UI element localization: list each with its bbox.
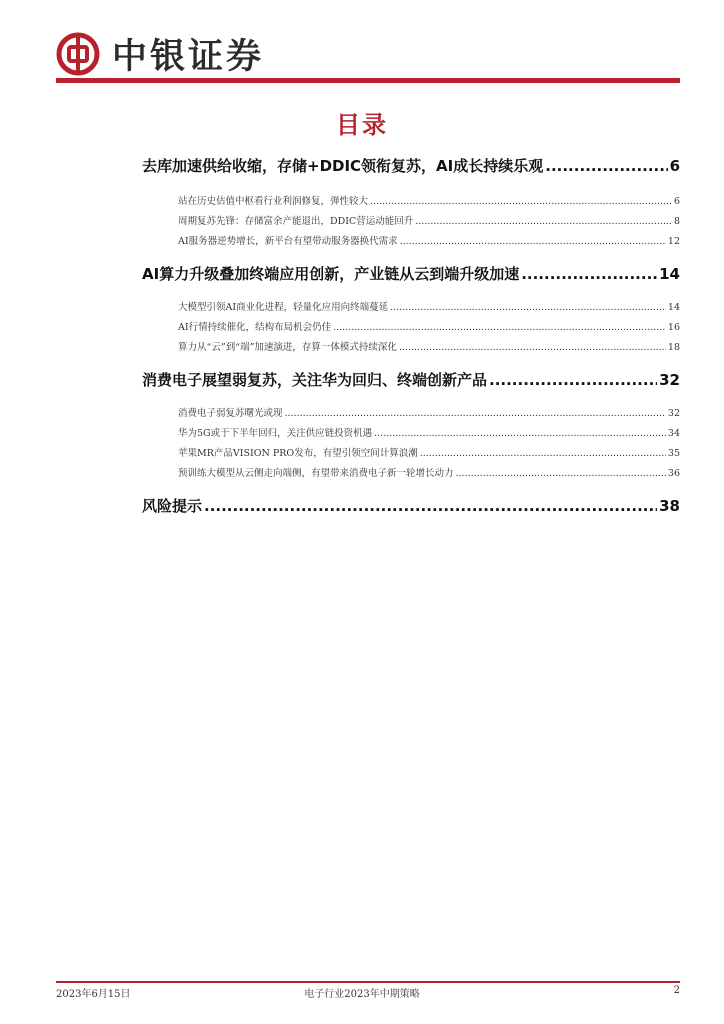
leader-dots <box>333 322 666 333</box>
toc-item-title: 消费电子弱复苏曙光或现 <box>178 408 283 419</box>
toc-page-number: 35 <box>667 448 680 459</box>
leader-dots <box>489 371 657 389</box>
toc-section-title: 风险提示 <box>142 497 203 515</box>
toc-page-number: 6 <box>669 157 680 175</box>
footer-divider <box>56 981 680 983</box>
toc-item[interactable] <box>0 445 724 459</box>
bank-of-china-logo-icon <box>56 32 100 76</box>
header-divider <box>56 78 680 83</box>
leader-dots <box>400 236 666 247</box>
toc-page-number: 32 <box>667 408 680 419</box>
toc-item-title: 算力从“云”到“端”加速演进，存算一体模式持续深化 <box>178 342 397 353</box>
leader-dots <box>521 265 657 283</box>
toc-item[interactable] <box>0 233 724 247</box>
toc-item-title: 苹果MR产品VISION PRO发布，有望引领空间计算浪潮 <box>178 448 418 459</box>
toc-section[interactable] <box>0 495 724 516</box>
footer-date: 2023年6月15日 <box>56 989 131 1000</box>
toc-section-title: AI算力升级叠加终端应用创新，产业链从云到端升级加速 <box>142 265 520 283</box>
toc-title: 目录 <box>336 111 388 139</box>
leader-dots <box>399 342 666 353</box>
toc-section-title: 消费电子展望弱复苏，关注华为回归、终端创新产品 <box>142 371 488 389</box>
leader-dots <box>285 408 666 419</box>
toc-section[interactable] <box>0 369 724 390</box>
toc-section[interactable] <box>0 263 724 284</box>
toc-section[interactable] <box>0 155 724 176</box>
toc-page-number: 14 <box>667 302 680 313</box>
footer-page-number: 2 <box>673 985 680 996</box>
toc-page-number: 32 <box>659 371 680 389</box>
toc-item[interactable] <box>0 213 724 227</box>
toc-page-number: 14 <box>659 265 680 283</box>
leader-dots <box>415 216 672 227</box>
toc-item[interactable] <box>0 299 724 313</box>
toc-item[interactable] <box>0 339 724 353</box>
leader-dots <box>456 468 666 479</box>
brand-name: 中银证券 <box>112 37 265 77</box>
toc-item[interactable] <box>0 465 724 479</box>
toc-page-number: 12 <box>667 236 680 247</box>
toc-page-number: 6 <box>673 196 680 207</box>
leader-dots <box>390 302 666 313</box>
toc-item[interactable] <box>0 193 724 207</box>
leader-dots <box>370 196 672 207</box>
toc-section-title: 去库加速供给收缩，存储+DDIC领衔复苏，AI成长持续乐观 <box>142 157 544 175</box>
toc-page-number: 16 <box>667 322 680 333</box>
toc-item[interactable] <box>0 319 724 333</box>
footer-report-title: 电子行业2023年中期策略 <box>304 989 420 1000</box>
toc-item-title: 预训练大模型从云侧走向端侧，有望带来消费电子新一轮增长动力 <box>178 468 454 479</box>
report-header <box>56 30 264 78</box>
toc-page-number: 8 <box>673 216 680 227</box>
toc-item-title: 大模型引领AI商业化进程，轻量化应用向终端蔓延 <box>178 302 389 313</box>
toc-item[interactable] <box>0 425 724 439</box>
toc-item-title: AI服务器逆势增长，新平台有望带动服务器换代需求 <box>178 236 398 247</box>
leader-dots <box>374 428 666 439</box>
leader-dots <box>545 157 667 175</box>
toc-page-number: 38 <box>659 497 680 515</box>
toc-item-title: AI行情持续催化，结构布局机会仍佳 <box>178 322 332 333</box>
toc-item-title: 站在历史估值中枢看行业利润修复，弹性较大 <box>178 196 369 207</box>
toc-item-title: 华为5G或于下半年回归，关注供应链投资机遇 <box>178 428 373 439</box>
toc-item-title: 周期复苏先锋：存储富余产能退出，DDIC营运动能回升 <box>178 216 414 227</box>
toc-page-number: 34 <box>667 428 680 439</box>
toc-page-number: 18 <box>667 342 680 353</box>
leader-dots <box>420 448 666 459</box>
leader-dots <box>204 497 657 515</box>
toc-page-number: 36 <box>667 468 680 479</box>
toc-item[interactable] <box>0 405 724 419</box>
